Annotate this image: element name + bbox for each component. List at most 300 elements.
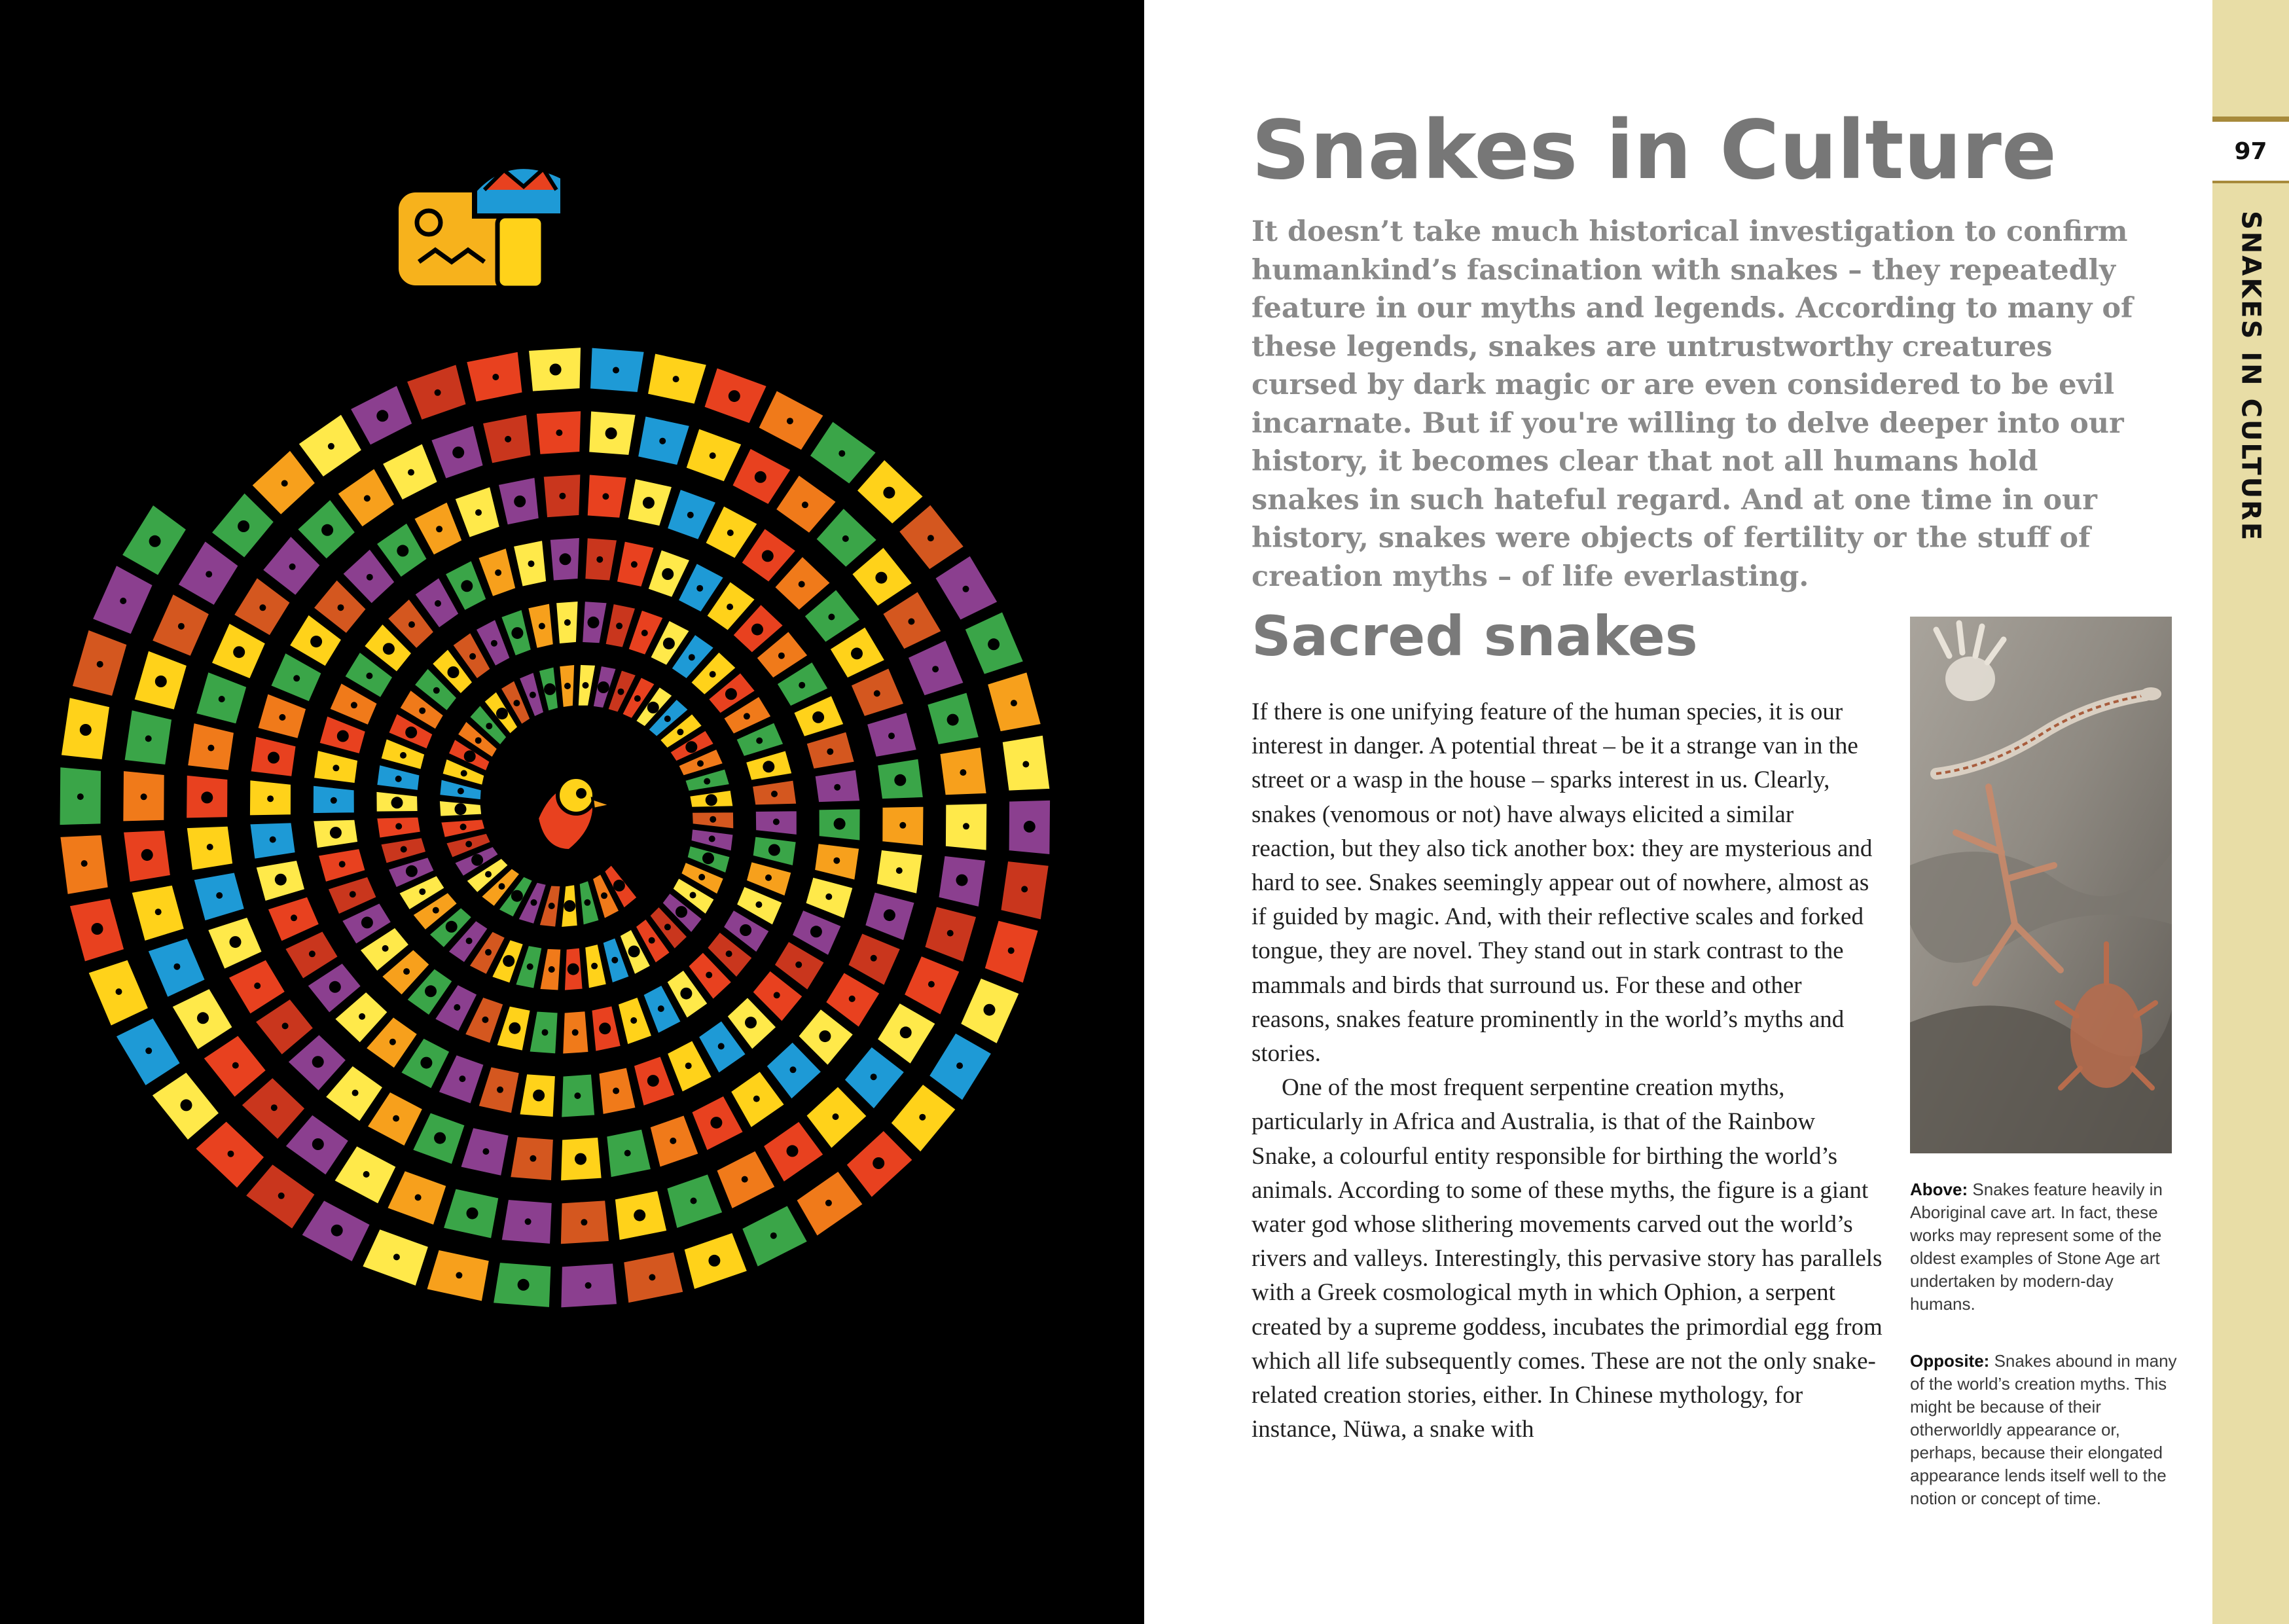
scale-pattern-mark	[81, 860, 88, 867]
scale-pattern-mark	[584, 899, 590, 906]
scale-pattern-mark	[406, 865, 418, 877]
scale-pattern-mark	[466, 937, 473, 944]
scale-pattern-mark	[408, 621, 415, 628]
scale-pattern-mark	[435, 389, 441, 396]
scale-pattern-mark	[499, 883, 505, 890]
scale-pattern-mark	[359, 1013, 365, 1020]
scale-pattern-mark	[458, 788, 464, 795]
scale-pattern-mark	[309, 950, 315, 957]
scale-pattern-mark	[647, 702, 659, 713]
scale-pattern-mark	[366, 673, 372, 679]
scale-pattern-mark	[328, 443, 334, 450]
scale-pattern-mark	[778, 653, 785, 659]
spiral-serpent-illustration	[0, 0, 1144, 1624]
scale-pattern-mark	[664, 715, 671, 722]
scale-pattern-mark	[710, 671, 716, 677]
scale-pattern-mark	[401, 846, 407, 853]
cave-art-photo	[1910, 617, 2172, 1153]
scale-pattern-mark	[677, 729, 683, 735]
scale-pattern-mark	[670, 1138, 676, 1144]
scale-pattern-mark	[393, 1115, 399, 1122]
scale-pattern-mark	[415, 1194, 422, 1200]
scale-pattern-mark	[178, 623, 185, 630]
scale-pattern-mark	[585, 1282, 592, 1289]
page-title: Snakes in Culture	[1252, 103, 2057, 198]
scale-pattern-mark	[455, 803, 467, 815]
scale-pattern-mark	[755, 901, 762, 908]
scale-pattern-mark	[513, 700, 520, 706]
scale-pattern-mark	[228, 1151, 234, 1157]
scale-pattern-mark	[278, 1193, 285, 1199]
scale-pattern-mark	[509, 1022, 520, 1034]
scale-pattern-mark	[871, 1074, 877, 1080]
scale-pattern-mark	[291, 914, 297, 921]
scale-pattern-mark	[960, 769, 966, 776]
scale-pattern-mark	[773, 819, 780, 825]
scale-pattern-mark	[834, 784, 840, 791]
scale-pattern-mark	[564, 683, 571, 689]
scale-pattern-mark	[932, 666, 939, 672]
body-paragraph: One of the most frequent serpentine creation myths, particularly in Africa and Australia, is that of the Rainbow Snake, a colourful entity responsible for birthing the world’s animals. According to some of these myths, the figure is a giant water god whose slithering movements carved out the world’s rivers and valleys. Interestingly, this pervasive story has parallels with a Greek cosmological myth in which Ophion, a serpent created by a supreme goddess, incubates the primordial egg from which all life subsequently comes. These are not the only snake-related creation stories, either. In Chinese mythology, for instance, Nüwa, a snake with	[1252, 1074, 1883, 1443]
rock-art-snake-image	[1910, 617, 2172, 1153]
scale-pattern-mark	[238, 520, 249, 532]
scale-pattern-mark	[755, 471, 766, 483]
scale-pattern-mark	[270, 837, 276, 843]
scale-pattern-mark	[491, 640, 497, 647]
scale-pattern-mark	[770, 1233, 777, 1239]
scale-pattern-mark	[630, 1017, 637, 1024]
scale-pattern-mark	[495, 569, 501, 576]
scale-pattern-mark	[337, 731, 349, 742]
scale-pattern-mark	[533, 1090, 545, 1102]
scale-pattern-mark	[810, 926, 822, 937]
scale-pattern-mark	[496, 708, 508, 719]
scale-pattern-mark	[875, 572, 887, 584]
scale-pattern-mark	[376, 410, 388, 422]
scale-pattern-mark	[956, 1062, 963, 1069]
scale-pattern-mark	[282, 1022, 289, 1029]
scale-pattern-mark	[310, 636, 322, 647]
scale-pattern-mark	[434, 1132, 446, 1144]
scale-pattern-mark	[459, 1075, 465, 1082]
scale-pattern-mark	[744, 713, 750, 719]
scale-pattern-mark	[329, 981, 341, 993]
scale-pattern-mark	[485, 949, 492, 956]
scale-pattern-mark	[361, 916, 373, 928]
scale-pattern-mark	[919, 1114, 926, 1121]
scale-pattern-mark	[710, 816, 716, 823]
scale-pattern-mark	[613, 880, 625, 892]
scale-pattern-mark	[634, 1210, 645, 1221]
scale-pattern-mark	[588, 617, 600, 628]
scale-pattern-mark	[460, 823, 467, 830]
scale-pattern-mark	[751, 624, 763, 636]
scale-pattern-mark	[254, 983, 261, 989]
scale-pattern-mark	[528, 560, 535, 567]
scale-pattern-mark	[503, 955, 514, 967]
scale-pattern-mark	[511, 627, 523, 639]
scale-pattern-mark	[425, 985, 437, 997]
scale-pattern-mark	[740, 924, 751, 936]
scale-pattern-mark	[351, 702, 357, 708]
scale-pattern-mark	[618, 689, 624, 695]
scale-pattern-mark	[838, 450, 845, 457]
body-paragraph: If there is one unifying feature of the human species, it is our interest in danger. A potential threat – be it a strange van in the street or a wasp in the house – sparks interest in us. Clearly, snakes (venomous or not) have always elicited a similar reaction, but they also tick another box: they are mysterious and hard to see. Snakes seemingly appear out of nowhere, almost as if guided by magic. And, with their reflective scales and forked tongue, they are novel. They stand out in stark contrast to the mammals and birds that surround us. For these and other reasons, snakes feature prominently in the world’s myths and stories.	[1252, 698, 1873, 1068]
scale-pattern-mark	[405, 727, 417, 738]
scale-pattern-mark	[181, 1099, 192, 1111]
scale-pattern-mark	[601, 892, 607, 899]
scale-pattern-mark	[795, 962, 802, 968]
scale-pattern-mark	[664, 924, 671, 930]
scale-pattern-mark	[173, 964, 180, 970]
scale-pattern-mark	[1011, 700, 1017, 706]
scale-pattern-mark	[581, 1219, 587, 1225]
scale-pattern-mark	[663, 638, 675, 649]
scale-pattern-mark	[790, 1066, 797, 1073]
scale-pattern-mark	[452, 446, 464, 458]
scale-pattern-mark	[963, 823, 969, 829]
scale-pattern-mark	[279, 714, 285, 721]
scale-pattern-mark	[527, 964, 533, 970]
scale-pattern-mark	[544, 683, 556, 695]
scale-pattern-mark	[233, 646, 245, 658]
scale-pattern-mark	[482, 1017, 488, 1023]
scale-pattern-mark	[530, 692, 536, 698]
scale-pattern-mark	[145, 1047, 152, 1054]
scale-pattern-mark	[685, 1062, 692, 1069]
scale-pattern-mark	[497, 1087, 503, 1093]
scale-pattern-mark	[702, 852, 714, 864]
scale-pattern-mark	[697, 760, 704, 767]
scale-pattern-mark	[753, 1096, 760, 1102]
scale-pattern-mark	[393, 1254, 400, 1260]
scale-pattern-mark	[727, 604, 733, 610]
scale-pattern-mark	[624, 1150, 631, 1157]
scale-pattern-mark	[706, 972, 712, 979]
scale-pattern-mark	[894, 774, 906, 786]
scale-pattern-mark	[687, 512, 694, 518]
scale-pattern-mark	[382, 945, 389, 952]
scale-pattern-mark	[549, 966, 555, 973]
scale-pattern-mark	[542, 1029, 549, 1036]
scale-pattern-mark	[333, 765, 339, 771]
scale-pattern-mark	[947, 714, 959, 726]
scale-pattern-mark	[574, 1092, 581, 1099]
scale-pattern-mark	[873, 1157, 884, 1169]
scale-pattern-mark	[232, 1062, 239, 1069]
scale-pattern-mark	[486, 723, 492, 729]
scale-pattern-mark	[206, 571, 212, 577]
scale-pattern-mark	[643, 497, 655, 509]
scale-pattern-mark	[564, 619, 571, 626]
scale-pattern-mark	[799, 682, 805, 689]
scale-pattern-mark	[691, 1198, 697, 1204]
scale-pattern-mark	[583, 682, 589, 689]
scale-pattern-mark	[525, 1218, 532, 1225]
caption-opposite: Opposite: Snakes abound in many of the world’s creation myths. This might be because of their otherworldly appearance or, perhaps, because their elongated appearance lends itself well to the notion or concept of time.	[1910, 1351, 2177, 1508]
scale-pattern-mark	[77, 793, 84, 800]
scale-pattern-mark	[706, 794, 717, 806]
scale-pattern-mark	[505, 436, 511, 442]
scale-pattern-mark	[641, 630, 648, 636]
scale-pattern-mark	[956, 875, 968, 886]
scale-pattern-mark	[120, 598, 126, 604]
scale-pattern-mark	[802, 501, 808, 508]
scale-pattern-mark	[281, 480, 288, 486]
scale-pattern-mark	[851, 647, 863, 659]
scale-pattern-mark	[787, 418, 793, 424]
scale-pattern-mark	[389, 1039, 396, 1045]
serpent-head	[396, 166, 563, 288]
scale-pattern-mark	[616, 623, 622, 629]
scale-pattern-mark	[572, 1029, 579, 1036]
scale-pattern-mark	[482, 1148, 489, 1155]
scale-pattern-mark	[197, 1012, 209, 1024]
scale-pattern-mark	[819, 1030, 831, 1042]
scale-pattern-mark	[842, 535, 849, 542]
caption-above: Above: Snakes feature heavily in Aboriginal cave art. In fact, these works may represent some of the oldest examples of Stone Age art undertaken by modern-day humans.	[1910, 1180, 2163, 1314]
running-head	[2212, 210, 2289, 543]
scale-pattern-mark	[259, 604, 266, 611]
scale-pattern-mark	[475, 509, 482, 516]
scale-pattern-mark	[456, 1272, 462, 1278]
scale-pattern-mark	[338, 604, 344, 611]
scale-pattern-mark	[435, 600, 441, 607]
strip-rule	[2212, 181, 2289, 183]
scale-pattern-mark	[436, 526, 442, 532]
scale-pattern-mark	[518, 1279, 530, 1291]
scale-pattern-mark	[395, 823, 402, 829]
scale-pattern-mark	[596, 556, 603, 563]
scale-pattern-mark	[673, 376, 679, 382]
scale-pattern-mark	[1008, 947, 1015, 954]
scale-pattern-mark	[219, 696, 225, 702]
scale-pattern-mark	[575, 1153, 586, 1165]
scale-pattern-mark	[605, 427, 617, 439]
scale-pattern-mark	[771, 791, 778, 797]
scale-pattern-mark	[591, 963, 598, 969]
scale-pattern-mark	[364, 495, 370, 501]
scale-pattern-mark	[689, 654, 695, 660]
scale-pattern-mark	[568, 964, 579, 975]
section-title: Sacred snakes	[1252, 604, 1698, 668]
scale-pattern-mark	[514, 496, 526, 507]
page-number: 97	[2234, 137, 2267, 165]
scale-pattern-mark	[268, 752, 279, 764]
scale-pattern-mark	[330, 827, 342, 839]
scale-pattern-mark	[556, 429, 562, 436]
scale-pattern-mark	[827, 748, 833, 755]
scale-pattern-mark	[419, 888, 425, 895]
scale-pattern-mark	[963, 586, 969, 592]
left-page-illustration	[0, 0, 1144, 1624]
scale-pattern-mark	[899, 822, 906, 829]
scale-pattern-mark	[433, 907, 439, 914]
body-text	[1252, 695, 1883, 1447]
scale-pattern-mark	[833, 1113, 839, 1120]
scale-pattern-mark	[709, 836, 715, 842]
scale-pattern-mark	[395, 776, 402, 782]
scale-pattern-mark	[611, 957, 618, 964]
scale-pattern-mark	[559, 493, 566, 499]
scale-pattern-mark	[216, 892, 223, 899]
scale-pattern-mark	[874, 690, 880, 696]
scale-pattern-mark	[649, 1274, 655, 1280]
scale-pattern-mark	[350, 891, 356, 897]
scale-pattern-mark	[833, 857, 840, 864]
scale-pattern-mark	[367, 574, 373, 581]
scale-pattern-mark	[984, 1004, 996, 1016]
scale-pattern-mark	[613, 367, 619, 374]
scale-pattern-mark	[718, 1043, 725, 1049]
scale-pattern-mark	[762, 550, 774, 562]
scale-pattern-mark	[871, 955, 877, 962]
scale-pattern-mark	[742, 1176, 748, 1183]
scale-pattern-mark	[141, 793, 147, 800]
scale-pattern-mark	[634, 695, 641, 702]
scale-pattern-mark	[727, 530, 734, 536]
scale-pattern-mark	[834, 818, 846, 830]
scale-pattern-mark	[662, 568, 674, 580]
scale-pattern-mark	[710, 1117, 722, 1128]
scale-pattern-mark	[201, 791, 213, 803]
scale-pattern-mark	[363, 1171, 370, 1178]
scale-pattern-mark	[207, 745, 214, 751]
scale-pattern-mark	[550, 364, 562, 376]
scale-pattern-mark	[729, 390, 740, 402]
scale-pattern-mark	[599, 1022, 611, 1034]
strip-rule	[2212, 117, 2289, 122]
scale-pattern-mark	[1024, 821, 1036, 833]
scale-pattern-mark	[467, 1208, 478, 1219]
scale-pattern-mark	[471, 854, 483, 866]
scale-pattern-mark	[400, 752, 406, 759]
scale-pattern-mark	[708, 1255, 720, 1267]
scale-pattern-mark	[383, 643, 395, 655]
scale-pattern-mark	[275, 874, 287, 886]
scale-pattern-mark	[726, 950, 732, 957]
scale-pattern-mark	[331, 797, 337, 804]
scale-pattern-mark	[141, 849, 153, 861]
scale-pattern-mark	[339, 861, 346, 867]
scale-pattern-mark	[433, 687, 440, 694]
scale-pattern-mark	[849, 996, 856, 1002]
scale-pattern-mark	[658, 1005, 664, 1012]
scale-pattern-mark	[469, 653, 476, 660]
scale-pattern-mark	[485, 871, 492, 878]
scale-pattern-mark	[331, 1225, 343, 1236]
scale-pattern-mark	[1022, 761, 1029, 768]
scale-pattern-mark	[420, 1057, 432, 1069]
scale-pattern-mark	[403, 968, 410, 975]
serpent-tail-bird	[524, 766, 615, 857]
scale-pattern-mark	[293, 675, 300, 681]
scale-pattern-mark	[888, 732, 895, 739]
scale-pattern-mark	[725, 688, 737, 700]
scale-pattern-mark	[659, 438, 666, 444]
scale-pattern-mark	[230, 936, 242, 948]
scale-pattern-mark	[768, 844, 780, 856]
scale-pattern-mark	[649, 937, 655, 944]
scale-pattern-mark	[454, 1004, 460, 1011]
scale-pattern-mark	[685, 741, 697, 753]
scale-pattern-mark	[710, 452, 716, 459]
scale-pattern-mark	[352, 1090, 359, 1096]
scale-pattern-mark	[312, 1056, 324, 1068]
scale-pattern-mark	[465, 841, 472, 848]
scale-pattern-mark	[763, 761, 774, 772]
scale-pattern-mark	[448, 666, 460, 678]
scale-pattern-mark	[756, 738, 763, 744]
scale-pattern-mark	[419, 708, 425, 714]
page-number-box	[2212, 122, 2289, 181]
scale-pattern-mark	[530, 1155, 536, 1162]
scale-pattern-mark	[825, 893, 832, 900]
scale-pattern-mark	[631, 561, 638, 568]
scale-pattern-mark	[464, 750, 476, 762]
scale-pattern-mark	[531, 899, 537, 906]
scale-pattern-mark	[704, 778, 710, 785]
scale-pattern-mark	[80, 724, 92, 736]
scale-pattern-mark	[928, 535, 934, 541]
intro-paragraph: It doesn’t take much historical investigation to confirm humankind’s fascination with snakes – they repeatedly feature in our myths and legends. According to many of these legends, snakes are untrustworthy creatures cursed by dark magic or are even considered to be evil incarnate. But if you're willing to delve deeper into our history, it becomes clear that not all humans hold snakes in such hateful regard. And at one time in our history, snakes were objects of fertility or the stuff of creation myths – of life everlasting.	[1252, 215, 2133, 593]
scale-pattern-mark	[883, 487, 895, 499]
scale-pattern-mark	[676, 906, 687, 918]
scale-pattern-mark	[92, 923, 103, 935]
scale-pattern-mark	[774, 992, 780, 998]
scale-pattern-mark	[97, 661, 103, 668]
scale-pattern-mark	[988, 638, 1000, 650]
scale-pattern-mark	[511, 890, 523, 902]
scale-pattern-mark	[900, 1026, 912, 1038]
scale-pattern-mark	[321, 524, 333, 536]
scale-pattern-mark	[549, 903, 555, 909]
running-head-text: SNAKES IN CULTURE	[2235, 210, 2266, 543]
scale-pattern-mark	[207, 844, 213, 850]
scale-pattern-mark	[155, 909, 162, 915]
scale-pattern-mark	[312, 1138, 324, 1150]
scale-pattern-mark	[825, 1200, 832, 1206]
scale-pattern-mark	[928, 981, 935, 988]
scale-pattern-mark	[908, 619, 914, 625]
scale-pattern-mark	[799, 581, 805, 588]
scale-pattern-mark	[539, 623, 545, 630]
scale-pattern-mark	[680, 988, 692, 1000]
scale-pattern-mark	[116, 988, 122, 995]
scale-pattern-mark	[475, 737, 482, 744]
scale-pattern-mark	[155, 676, 167, 687]
scale-pattern-mark	[446, 921, 458, 933]
scale-pattern-mark	[271, 1104, 278, 1111]
scale-pattern-mark	[145, 735, 152, 742]
scale-pattern-mark	[947, 930, 954, 937]
scale-pattern-mark	[461, 580, 473, 592]
scale-pattern-mark	[828, 614, 835, 621]
scale-pattern-mark	[149, 535, 161, 547]
scale-pattern-mark	[598, 681, 609, 693]
scale-pattern-mark	[765, 875, 772, 881]
scale-pattern-mark	[492, 374, 499, 380]
scale-pattern-mark	[698, 874, 705, 880]
scale-pattern-mark	[884, 909, 895, 921]
scale-pattern-mark	[1021, 886, 1028, 892]
scale-pattern-mark	[408, 469, 414, 476]
scale-pattern-mark	[564, 900, 575, 912]
scale-pattern-mark	[647, 1075, 659, 1087]
scale-pattern-mark	[613, 1088, 619, 1094]
scale-pattern-mark	[745, 1017, 757, 1028]
scale-pattern-mark	[896, 867, 903, 874]
